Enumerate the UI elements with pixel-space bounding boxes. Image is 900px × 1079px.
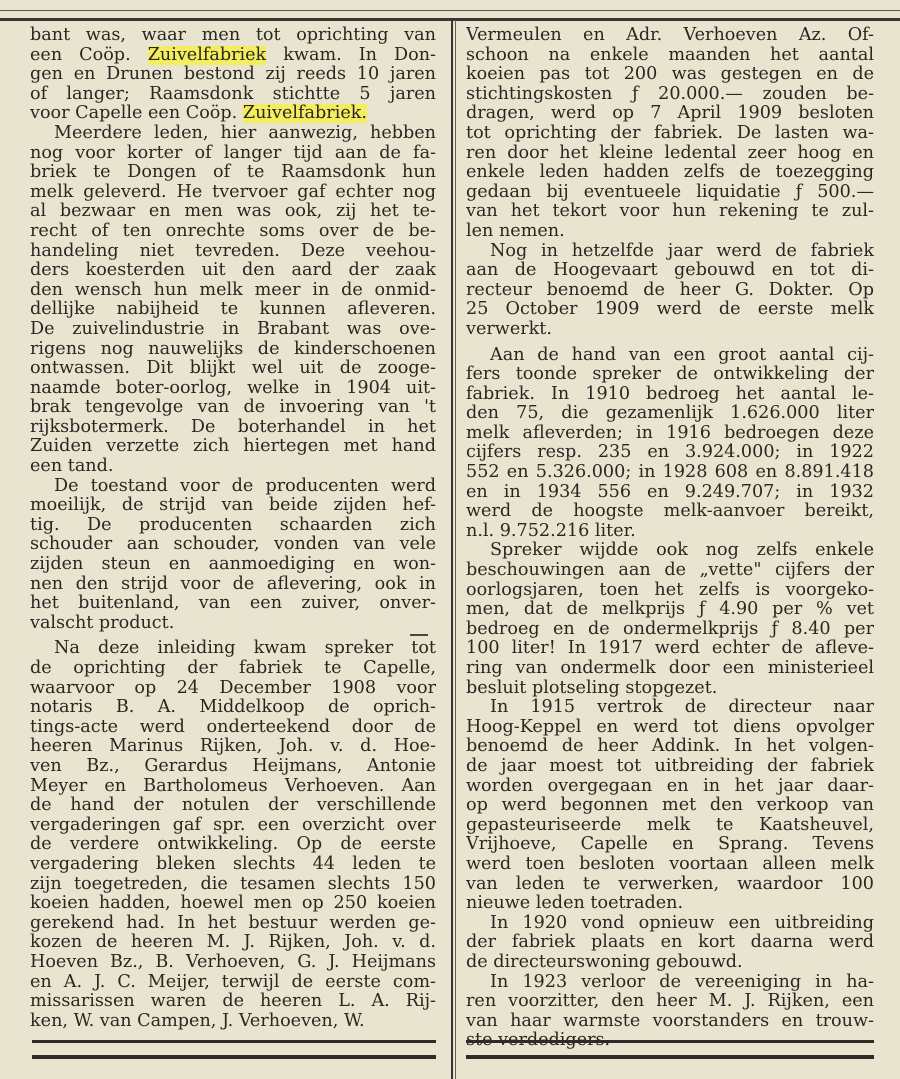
- text-segment: de hand der notulen der verschillende: [30, 796, 436, 816]
- text-line: [30, 516, 436, 536]
- text-line: [466, 541, 874, 561]
- text-segment: fabriek. In 1910 bedroeg het aantal le-: [466, 384, 874, 404]
- text-segment: waarvoor op 24 December 1908 voor: [30, 678, 436, 698]
- text-segment: ken, W. van Campen, J. Verhoeven, W.: [30, 1011, 365, 1031]
- text-line: [466, 953, 874, 973]
- text-line: [30, 855, 436, 875]
- text-line: [466, 679, 874, 699]
- left-column: [30, 26, 436, 1031]
- text-segment: gerekend had. In het bestuur werden ge-: [30, 913, 436, 933]
- text-segment: 100 liter! In 1917 werd echter de afleve-: [466, 639, 874, 659]
- paragraph: [466, 26, 874, 242]
- text-segment: Meyer en Bartholomeus Verhoeven. Aan: [30, 776, 436, 796]
- text-line: [30, 359, 436, 379]
- right-column: [466, 26, 874, 1051]
- text-segment: Nog in hetzelfde jaar werd de fabriek: [490, 241, 874, 261]
- text-segment: recht of ten onrechte soms over de be-: [30, 221, 436, 241]
- text-line: [30, 281, 436, 301]
- text-segment: op werd begonnen met den verkoop van: [466, 796, 874, 816]
- text-line: [466, 104, 874, 124]
- text-line: [466, 718, 874, 738]
- text-line: [466, 620, 874, 640]
- text-line: [466, 144, 874, 164]
- text-line: [466, 816, 874, 836]
- text-segment: werd de hoogste melk-aanvoer bereikt,: [466, 502, 874, 522]
- top-rule: [0, 0, 900, 21]
- text-line: [466, 973, 874, 993]
- text-segment: melk geleverd. He tvervoer gaf echter nog: [30, 182, 436, 202]
- column-divider-thin: [455, 20, 456, 1079]
- text-segment: en A. J. C. Meijer, terwijl de eerste com-: [30, 972, 436, 992]
- text-line: [30, 477, 436, 497]
- text-segment: gen en Drunen bestond zij reeds 10 jaren: [30, 65, 436, 85]
- text-segment: n.l. 9.752.216 liter.: [466, 521, 636, 541]
- text-line: [466, 659, 874, 679]
- text-line: [30, 418, 436, 438]
- text-line: [466, 561, 874, 581]
- text-line: [30, 535, 436, 555]
- text-segment: vergadering bleken slechts 44 leden te: [30, 854, 436, 874]
- text-segment: Vermeulen en Adr. Verhoeven Az. Of-: [466, 26, 874, 45]
- text-segment: Zuiden verzette zich hiertegen met hand: [30, 437, 436, 457]
- paragraph: [466, 346, 874, 542]
- text-line: [30, 65, 436, 85]
- text-line: [30, 398, 436, 418]
- text-segment: den wensch hun melk meer in de onmid-: [30, 280, 436, 300]
- text-line: [466, 502, 874, 522]
- text-segment: Spreker wijdde ook nog zelfs enkele: [490, 541, 874, 561]
- text-line: [30, 894, 436, 914]
- text-line: [466, 261, 874, 281]
- text-segment: tot oprichting der fabriek. De lasten wa-: [466, 123, 874, 143]
- text-line: [30, 222, 436, 242]
- text-line: [466, 404, 874, 424]
- text-line: [30, 124, 436, 144]
- text-segment: gepasteuriseerde melk te Kaatsheuvel,: [466, 815, 874, 835]
- text-segment: nieuwe leden toetraden.: [466, 894, 684, 914]
- text-line: [466, 385, 874, 405]
- text-segment: In 1915 vertrok de directeur naar: [490, 698, 874, 718]
- text-segment: verwerkt.: [466, 319, 552, 339]
- paragraph: [30, 124, 436, 477]
- text-line: [466, 1012, 874, 1032]
- text-segment: recteur benoemd de heer G. Dokter. Op: [466, 280, 874, 300]
- text-line: [466, 300, 874, 320]
- text-segment: dragen, werd op 7 April 1909 besloten: [466, 104, 874, 124]
- text-line: [30, 496, 436, 516]
- text-line: [30, 718, 436, 738]
- text-segment: moeilijk, de strijd van beide zijden hef-: [30, 496, 436, 516]
- text-line: [30, 737, 436, 757]
- text-segment: tings-acte werd onderteekend door de: [30, 717, 436, 737]
- text-line: [30, 973, 436, 993]
- text-line: [466, 639, 874, 659]
- text-line: [466, 737, 874, 757]
- text-segment: len nemen.: [466, 221, 565, 241]
- text-segment: oorlogsjaren, toen het zelfs is voorgeko-: [466, 580, 874, 600]
- text-segment: tig. De producenten schaarden zich: [30, 515, 436, 535]
- text-line: [30, 261, 436, 281]
- text-segment: stichtingskosten ƒ 20.000.— zouden be-: [466, 84, 874, 104]
- text-segment: Hoeven Bz., B. Verhoeven, G. J. Heijmans: [30, 952, 436, 972]
- text-line: [466, 124, 874, 144]
- text-segment: vergaderingen gaf spr. een overzicht over: [30, 815, 436, 835]
- text-segment: men, dat de melkprijs ƒ 4.90 per % vet: [466, 600, 874, 620]
- paragraph: [466, 698, 874, 914]
- text-segment: voor Capelle een Coöp.: [30, 104, 243, 124]
- text-segment: ring van ondermelk door een ministerieel: [466, 659, 874, 678]
- highlighted-word: Zuivelfabriek: [147, 45, 267, 65]
- text-segment: zijn toegetreden, die tesamen slechts 150: [30, 874, 436, 894]
- highlighted-word: Zuivelfabriek.: [242, 104, 367, 124]
- text-line: [466, 320, 874, 340]
- text-segment: bedroeg en de ondermelkprijs ƒ 8.40 per: [466, 619, 874, 639]
- text-line: [30, 639, 436, 659]
- text-segment: van leden te verwerken, waardoor 100: [466, 874, 874, 894]
- text-line: [466, 835, 874, 855]
- text-line: [30, 242, 436, 262]
- text-segment: 25 October 1909 werd de eerste melk: [466, 300, 874, 320]
- text-segment: werd toen besloten voortaan alleen melk: [466, 854, 874, 874]
- text-segment: van het tekort voor hun rekening te zul-: [466, 202, 874, 222]
- paragraph: [30, 477, 436, 634]
- text-line: [466, 600, 874, 620]
- text-line: [466, 914, 874, 934]
- text-line: [30, 796, 436, 816]
- text-line: [30, 698, 436, 718]
- text-segment: ren voorzitter, den heer M. J. Rijken, een: [466, 992, 874, 1012]
- text-segment: den 75, die gezamenlijk 1.626.000 liter: [466, 404, 874, 424]
- text-line: [466, 483, 874, 503]
- text-line: [466, 443, 874, 463]
- text-line: [30, 594, 436, 614]
- text-segment: een Coöp.: [30, 45, 148, 65]
- text-segment: ders koesterden uit den aard der zaak: [30, 261, 436, 281]
- text-line: [30, 144, 436, 164]
- text-segment: valscht product.: [30, 613, 175, 633]
- text-segment: of langer; Raamsdonk stichtte 5 jaren: [30, 84, 436, 104]
- text-line: [466, 242, 874, 262]
- text-line: [466, 796, 874, 816]
- bottom-rules-right: [466, 1040, 874, 1059]
- text-segment: melk afleverden; in 1916 bedroegen deze: [466, 423, 874, 443]
- text-segment: een tand.: [30, 457, 114, 477]
- text-line: [466, 992, 874, 1012]
- text-segment: notaris B. A. Middelkoop de oprich-: [30, 698, 436, 718]
- text-segment: koeien pas tot 200 was gestegen en de: [466, 65, 874, 85]
- text-line: [466, 65, 874, 85]
- text-line: [466, 26, 874, 46]
- text-segment: handeling niet tevreden. Deze veehou-: [30, 241, 436, 261]
- text-segment: Meerdere leden, hier aanwezig, hebben: [54, 123, 436, 143]
- text-segment: nen den strijd voor de aflevering, ook in: [30, 574, 436, 594]
- text-line: [466, 46, 874, 66]
- text-segment: De toestand voor de producenten werd: [54, 476, 436, 496]
- text-line: [30, 340, 436, 360]
- text-line: [30, 26, 436, 46]
- text-line: [30, 816, 436, 836]
- text-segment: De zuivelindustrie in Brabant was ove-: [30, 319, 436, 339]
- text-line: [466, 522, 874, 542]
- separator-dash: [410, 634, 428, 636]
- text-line: [30, 835, 436, 855]
- text-segment: van haar warmste voorstanders en trouw-: [466, 1011, 874, 1031]
- text-line: [30, 875, 436, 895]
- text-line: [466, 183, 874, 203]
- text-segment: kwam. In Don-: [266, 45, 436, 65]
- text-segment: schoon na enkele maanden het aantal: [466, 45, 874, 65]
- text-line: [30, 914, 436, 934]
- text-segment: In 1923 verloor de vereeniging in ha-: [490, 972, 874, 992]
- text-segment: beschouwingen aan de „vette" cijfers der: [466, 561, 874, 581]
- text-segment: In 1920 vond opnieuw een uitbreiding: [490, 913, 874, 933]
- text-segment: ste verdedigers.: [466, 1031, 611, 1051]
- text-segment: en in 1934 556 en 9.249.707; in 1932: [466, 482, 874, 502]
- text-segment: schouder aan schouder, vonden van vele: [30, 535, 436, 555]
- text-line: [466, 875, 874, 895]
- text-line: [30, 202, 436, 222]
- column-divider: [451, 20, 453, 1079]
- text-segment: enkele leden hadden zelfs de toezegging: [466, 163, 874, 183]
- text-line: [466, 581, 874, 601]
- text-line: [466, 777, 874, 797]
- text-segment: ven Bz., Gerardus Heijmans, Antonie: [30, 756, 436, 776]
- text-line: [30, 953, 436, 973]
- text-line: [466, 202, 874, 222]
- text-line: [30, 1012, 436, 1032]
- text-segment: kozen de heeren M. J. Rijken, Joh. v. d.: [30, 933, 436, 953]
- paragraph: [466, 541, 874, 698]
- text-segment: rigens nog nauwelijks de kinderschoenen: [30, 339, 436, 359]
- text-line: [30, 614, 436, 634]
- text-segment: gedaan bij eventueele liquidatie ƒ 500.—: [466, 182, 874, 202]
- text-segment: cijfers resp. 235 en 3.924.000; in 1922: [466, 443, 874, 463]
- text-segment: koeien hadden, hoewel men op 250 koeien: [30, 894, 436, 914]
- text-segment: aan de Hoogevaart gebouwd en tot di-: [466, 261, 874, 281]
- text-line: [466, 163, 874, 183]
- text-line: [30, 933, 436, 953]
- text-segment: missarissen waren de heeren L. A. Rij-: [30, 992, 436, 1012]
- text-line: [30, 555, 436, 575]
- text-line: [30, 85, 436, 105]
- text-line: [466, 346, 874, 366]
- text-line: [30, 575, 436, 595]
- text-segment: de oprichting der fabriek te Capelle,: [30, 659, 436, 678]
- text-line: [30, 777, 436, 797]
- text-line: [466, 424, 874, 444]
- text-segment: de directeurswoning gebouwd.: [466, 952, 743, 972]
- text-segment: besluit plotseling stopgezet.: [466, 678, 718, 698]
- text-line: [466, 855, 874, 875]
- text-segment: Na deze inleiding kwam spreker tot: [54, 639, 436, 659]
- text-segment: brak tengevolge van de invoering van 't: [30, 398, 436, 418]
- paragraph: [30, 26, 436, 124]
- text-segment: worden overgegaan en in het jaar daar-: [466, 776, 874, 796]
- text-line: [30, 379, 436, 399]
- bottom-rules-left: [32, 1040, 436, 1059]
- text-line: [30, 183, 436, 203]
- text-line: [466, 757, 874, 777]
- text-line: [30, 46, 436, 66]
- paragraph: [30, 639, 436, 1031]
- text-line: [466, 933, 874, 953]
- text-line: [30, 679, 436, 699]
- text-line: [30, 457, 436, 477]
- text-line: [30, 104, 436, 124]
- text-segment: fers toonde spreker de ontwikkeling der: [466, 365, 874, 385]
- text-line: [466, 463, 874, 483]
- text-segment: het buitenland, van een zuiver, onver-: [30, 594, 436, 614]
- text-segment: de jaar moest tot uitbreiding der fabriek: [466, 756, 874, 776]
- text-segment: zijden steun en aanmoediging en won-: [30, 555, 436, 575]
- text-segment: ren door het kleine ledental zeer hoog en: [466, 143, 874, 163]
- text-line: [30, 659, 436, 679]
- text-segment: de verdere ontwikkeling. Op de eerste: [30, 835, 436, 855]
- text-line: [466, 894, 874, 914]
- text-segment: Hoog-Keppel en werd tot diens opvolger: [466, 717, 874, 737]
- text-line: [466, 281, 874, 301]
- text-segment: briek te Dongen of te Raamsdonk hun: [30, 163, 436, 183]
- text-line: [466, 698, 874, 718]
- text-segment: al bezwaar en men was ook, zij het te-: [30, 202, 436, 222]
- text-line: [30, 163, 436, 183]
- text-line: [30, 320, 436, 340]
- paragraph: [466, 242, 874, 340]
- text-line: [466, 365, 874, 385]
- text-line: [30, 992, 436, 1012]
- text-line: [30, 437, 436, 457]
- text-segment: heeren Marinus Rijken, Joh. v. d. Hoe-: [30, 737, 436, 757]
- text-segment: naamde boter-oorlog, welke in 1904 uit-: [30, 378, 436, 398]
- text-segment: rijksbotermerk. De boterhandel in het: [30, 417, 436, 437]
- text-line: [466, 222, 874, 242]
- text-segment: Vrijhoeve, Capelle en Sprang. Tevens: [466, 835, 874, 855]
- text-segment: ontwassen. Dit blijkt wel uit de zooge-: [30, 359, 436, 379]
- text-segment: nog voor korter of langer tijd aan de fa-: [30, 143, 436, 163]
- text-line: [30, 300, 436, 320]
- text-line: [30, 757, 436, 777]
- text-segment: Aan de hand van een groot aantal cij-: [490, 345, 874, 365]
- text-segment: dellijke nabijheid te kunnen afleveren.: [30, 300, 436, 320]
- text-line: [466, 85, 874, 105]
- text-segment: benoemd de heer Addink. In het volgen-: [466, 737, 874, 757]
- paragraph: [466, 914, 874, 973]
- text-segment: bant was, waar men tot oprichting van: [30, 26, 436, 45]
- text-segment: der fabriek plaats en kort daarna werd: [466, 933, 874, 953]
- text-segment: 552 en 5.326.000; in 1928 608 en 8.891.418: [466, 463, 874, 483]
